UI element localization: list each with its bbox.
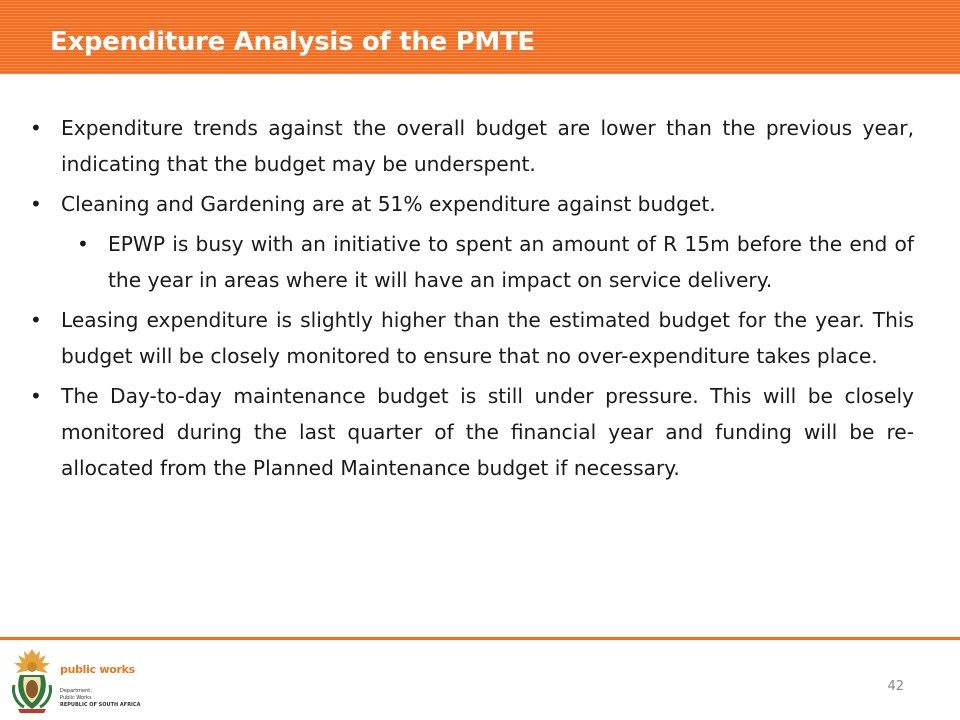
sub-bullet-item-epwp: • EPWP is busy with an initiative to spent an amount of R 15m before the end of the year in areas where it will have an impact on service delivery. bbox=[77, 226, 914, 298]
bullet-item-expenditure-trends: • Expenditure trends against the overall budget are lower than the previous year, indicating that the budget may be underspent. bbox=[30, 110, 914, 182]
slide-body bbox=[30, 110, 914, 490]
bullet-item-maintenance: • The Day-to-day maintenance budget is still under pressure. This will be closely monitored during the last quarter of the financial year and funding will be re-allocated from the Planned Maintenance budget if necessary. bbox=[30, 378, 914, 486]
page-number: 42 bbox=[887, 679, 904, 694]
footer-divider bbox=[0, 637, 960, 640]
logo-country: REPUBLIC OF SOUTH AFRICA bbox=[60, 702, 141, 708]
bullet-item-leasing: • Leasing expenditure is slightly higher than the estimated budget for the year. This budget will be closely monitored to ensure that no over-expenditure takes place. bbox=[30, 302, 914, 374]
logo-department-name: Public Works bbox=[60, 695, 92, 701]
logo-name: public works bbox=[60, 663, 135, 676]
slide-title: Expenditure Analysis of the PMTE bbox=[50, 27, 535, 57]
title-banner bbox=[0, 0, 960, 74]
bullet-item-cleaning-gardening: • Cleaning and Gardening are at 51% expenditure against budget. bbox=[30, 186, 914, 222]
logo-department-label: Department: bbox=[60, 688, 92, 694]
